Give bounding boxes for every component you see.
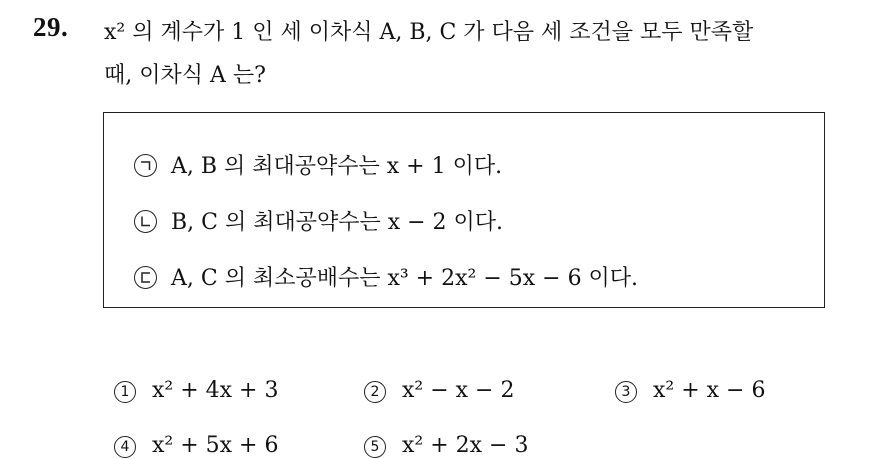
question-text-line-2: 때, 이차식 A 는? [104,63,266,88]
question-number: 29. [33,12,69,42]
choice-number-badge: 5 [364,436,386,458]
condition-row-2 [134,205,503,236]
choice-1[interactable] [114,378,278,403]
circled-nieun-icon [134,210,157,233]
choice-text: x² + x − 6 [653,378,766,403]
choice-text: x² − x − 2 [402,378,515,403]
choice-number-badge: 4 [114,436,136,458]
circled-giyeok-icon [134,154,157,177]
choice-4[interactable] [114,433,278,458]
choice-number-badge: 2 [364,381,386,403]
condition-row-1 [134,149,502,180]
conditions-box [103,112,825,308]
condition-row-3 [134,261,638,292]
condition-text: A, B 의 최대공약수는 x + 1 이다. [171,154,503,179]
question-text-line-1: x² 의 계수가 1 인 세 이차식 A, B, C 가 다음 세 조건을 모두 만족할 [104,20,754,45]
choice-text: x² + 2x − 3 [402,433,529,458]
choice-text: x² + 5x + 6 [152,433,279,458]
choice-2[interactable] [364,378,514,403]
choice-text: x² + 4x + 3 [152,378,279,403]
choice-5[interactable] [364,433,528,458]
condition-text: B, C 의 최대공약수는 x − 2 이다. [171,210,504,235]
condition-text: A, C 의 최소공배수는 x³ + 2x² − 5x − 6 이다. [171,266,639,291]
circled-digeut-icon [134,266,157,289]
choice-number-badge: 1 [114,381,136,403]
choice-3[interactable] [615,378,765,403]
choice-number-badge: 3 [615,381,637,403]
